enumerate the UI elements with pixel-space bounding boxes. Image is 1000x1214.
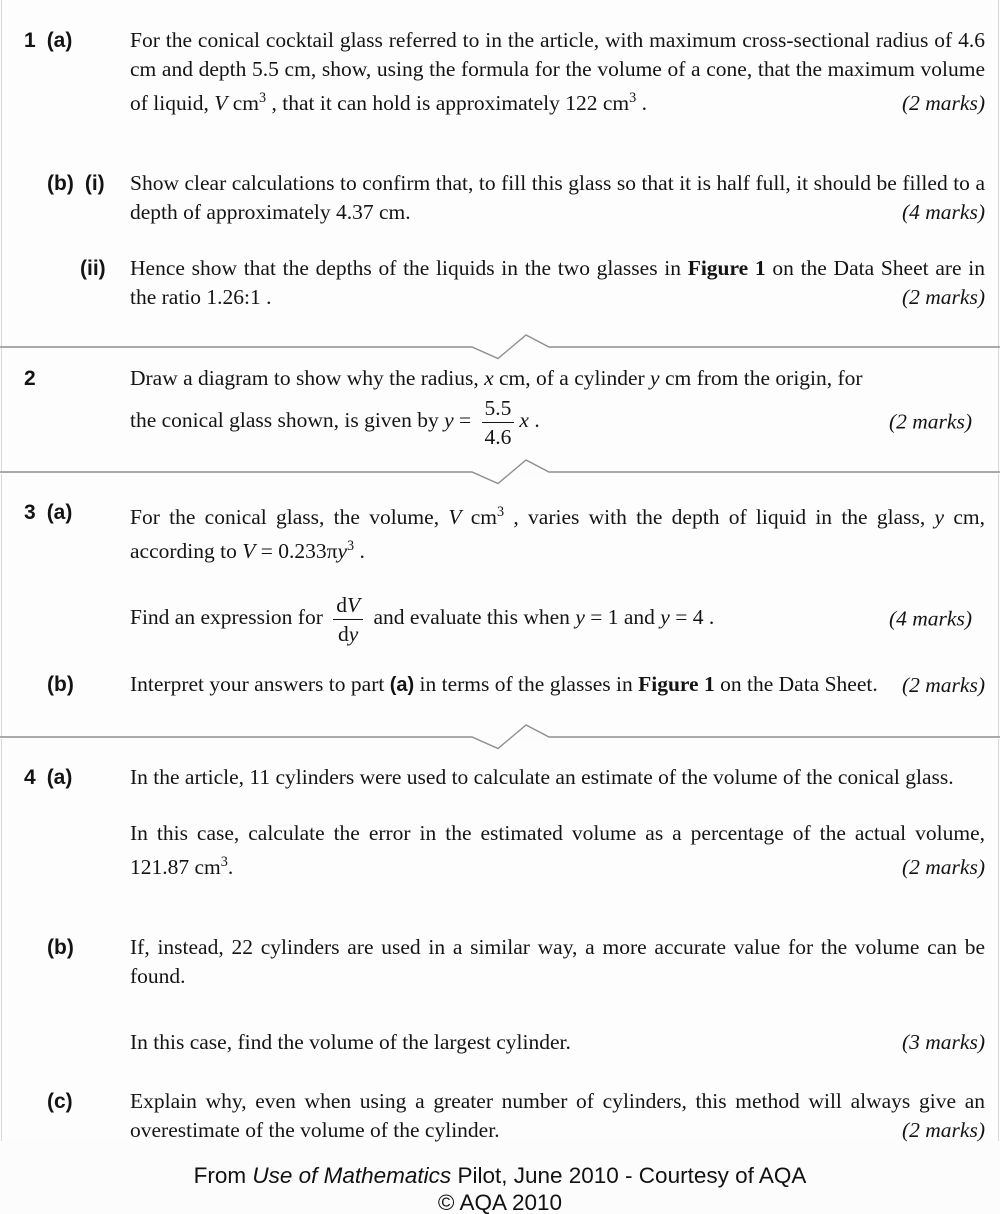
q2-run3: cm from the origin, for xyxy=(659,366,863,390)
attribution-footer xyxy=(0,1162,1000,1214)
question-3b xyxy=(2,670,998,700)
question-2-equation-line xyxy=(130,395,985,449)
q3a-var-V2: V xyxy=(242,539,256,564)
q4b-part: (b) xyxy=(47,936,74,959)
question-3-section xyxy=(1,474,999,736)
q2-var-y: y xyxy=(650,366,660,390)
q2-frac-numerator: 5.5 xyxy=(482,395,515,423)
q1bi-part-i: (i) xyxy=(84,172,105,195)
q3a-sup1: 3 xyxy=(497,504,505,520)
q3a-run5: = 0.233π xyxy=(255,539,338,564)
q3b-run3: on the Data Sheet. xyxy=(714,672,878,696)
q3a-dV: V xyxy=(347,593,361,618)
question-number-1bii xyxy=(80,254,106,283)
question-3b-text xyxy=(130,670,985,700)
q3a-run3: , varies with the depth of liquid in the glass, xyxy=(504,505,935,530)
q3a-d1: d xyxy=(336,593,347,618)
question-4b xyxy=(2,933,998,1057)
question-1bi-text xyxy=(130,169,985,227)
marks-label-4c: (2 marks) xyxy=(902,1118,985,1142)
footer-copyright: © AQA 2010 xyxy=(437,1190,563,1214)
q4a-run1: In the article, 11 cylinders were used to calculate an estimate of the volume of the conical glass. xyxy=(130,765,954,789)
q1a-run2: cm xyxy=(227,91,260,116)
marks-label-1bi: (4 marks) xyxy=(902,200,985,224)
q1bii-part: (ii) xyxy=(80,257,106,280)
question-2-line1 xyxy=(130,364,985,393)
q3b-part: (b) xyxy=(47,673,74,696)
q3a-var-V1: V xyxy=(448,505,462,530)
q1a-part: (a) xyxy=(46,29,73,52)
q3a-var-y2: y xyxy=(337,539,348,564)
q2-eq-y: y xyxy=(444,408,454,433)
q1a-num: 1 xyxy=(24,29,36,52)
q4b-run1: If, instead, 22 cylinders are used in a similar way, a more accurate value for the volume can be found. xyxy=(130,935,985,988)
question-number-2 xyxy=(24,364,36,393)
q1a-run1: For the conical cocktail glass referred to in the article, with maximum cross-sectional radius of 4.6 cm and depth 5.5 cm, show, using the formula for the volume of a cone, that the maximum volume of liquid, xyxy=(130,28,985,116)
q3a-var-y1: y xyxy=(934,505,945,530)
question-1bi xyxy=(2,169,998,227)
q2-eq-equals: = xyxy=(453,408,477,433)
q4c-part: (c) xyxy=(47,1090,73,1113)
question-number-1a xyxy=(24,26,72,55)
q3a-run2: cm xyxy=(461,505,498,530)
question-number-1bi xyxy=(47,169,105,198)
q1bii-run1: Hence show that the depths of the liquids in the two glasses in xyxy=(130,256,688,280)
question-1a xyxy=(2,26,998,118)
q1a-sup2: 3 xyxy=(629,90,637,106)
q1bii-figure-ref: Figure 1 xyxy=(687,256,766,280)
q4a-run2: In this case, calculate the error in the estimated volume as a percentage of the actual volume, 121.87 cm xyxy=(130,821,985,880)
question-4c-text xyxy=(130,1087,985,1145)
q4a-num: 4 xyxy=(24,766,36,789)
q3a-part: (a) xyxy=(46,501,73,524)
q3a-dy: y xyxy=(348,622,359,647)
q2-run1: Draw a diagram to show why the radius, xyxy=(130,366,485,390)
marks-label-2: (2 marks) xyxy=(889,409,972,434)
q3a-d2: d xyxy=(338,622,349,647)
question-3a-derivative-line xyxy=(130,592,985,646)
q1bi-part-b: (b) xyxy=(47,172,74,195)
marks-label-4b: (3 marks) xyxy=(902,1030,985,1054)
footer-run1: From xyxy=(193,1163,253,1188)
fraction-5.5-over-4.6 xyxy=(482,395,515,449)
question-3a xyxy=(2,498,998,646)
q4a-paragraph2 xyxy=(130,819,985,882)
question-3a-text xyxy=(130,498,985,566)
question-number-3b xyxy=(47,670,74,699)
q2-run5: . xyxy=(528,408,540,433)
q4c-run1: Explain why, even when using a greater number of cylinders, this method will always give an overestimate of the volume of the cylinder. xyxy=(130,1089,985,1142)
tear-separator-3 xyxy=(0,723,1000,753)
question-4a-text xyxy=(130,763,985,882)
footer-copyright-line xyxy=(0,1189,1000,1214)
q2-run4: the conical glass shown, is given by xyxy=(130,408,445,433)
q4a-part: (a) xyxy=(46,766,73,789)
tear-separator-2 xyxy=(0,458,1000,488)
q3a-var-yb: y xyxy=(660,605,670,630)
marks-label-1a: (2 marks) xyxy=(902,91,985,116)
footer-source-line xyxy=(0,1162,1000,1189)
question-1bii-text xyxy=(130,254,985,312)
q3a-run7: Find an expression for xyxy=(130,605,329,630)
q3a-num: 3 xyxy=(24,501,36,524)
q4a-run3: . xyxy=(227,855,234,880)
q1a-sup1: 3 xyxy=(259,90,267,106)
question-4c xyxy=(2,1087,998,1145)
fraction-dV-over-dy xyxy=(333,592,363,646)
q1a-var-V: V xyxy=(214,91,228,116)
q4a-sup1: 3 xyxy=(220,854,228,870)
q1bii-run2: on the Data Sheet are in the ratio 1.26:1 . xyxy=(130,256,985,309)
q1bi-run1: Show clear calculations to confirm that, to fill this glass so that it is half full, it should be filled to a depth of approximately 4.37 cm. xyxy=(130,171,985,224)
marks-label-3a: (4 marks) xyxy=(889,606,972,631)
question-number-4a xyxy=(24,763,72,792)
question-number-3a xyxy=(24,498,72,527)
q2-run2: cm, of a cylinder xyxy=(493,366,651,390)
q3a-frac-numerator xyxy=(333,592,363,620)
q3a-var-ya: y xyxy=(575,605,585,630)
question-4-section xyxy=(1,739,999,1141)
q3a-run9: = 1 and xyxy=(584,605,661,630)
q4a-paragraph1 xyxy=(130,763,985,792)
q2-num: 2 xyxy=(24,367,36,390)
q3a-frac-denominator xyxy=(333,620,363,646)
question-1-section xyxy=(1,0,999,346)
q2-eq-x: x xyxy=(519,408,529,433)
q3a-run1: For the conical glass, the volume, xyxy=(130,505,449,530)
marks-label-4a: (2 marks) xyxy=(902,855,985,880)
q3b-run2: in terms of the glasses in xyxy=(414,672,639,696)
question-1a-text xyxy=(130,26,985,118)
q1a-run3: , that it can hold is approximately 122 cm xyxy=(266,91,630,116)
q3b-part-a-ref: (a) xyxy=(389,674,415,696)
question-2-section xyxy=(1,348,999,471)
q4b-run2: In this case, find the volume of the largest cylinder. xyxy=(130,1030,571,1054)
footer-run2: Pilot, June 2010 - Courtesy of AQA xyxy=(451,1163,807,1188)
q3b-run1: Interpret your answers to part xyxy=(130,672,390,696)
question-4a xyxy=(2,763,998,882)
q4b-paragraph1 xyxy=(130,933,985,991)
question-number-4c xyxy=(47,1087,73,1116)
q3a-run8: and evaluate this when xyxy=(368,605,576,630)
question-4b-text xyxy=(130,933,985,1057)
q2-frac-denominator: 4.6 xyxy=(484,425,512,450)
q3a-run4: cm, according to xyxy=(130,505,985,564)
question-2 xyxy=(2,364,998,449)
q3a-sup2: 3 xyxy=(347,538,355,555)
question-number-4b xyxy=(47,933,74,962)
footer-source-title: Use of Mathematics xyxy=(252,1163,452,1188)
q3a-run6: . xyxy=(354,539,365,564)
marks-label-1bii: (2 marks) xyxy=(902,285,985,309)
q2-var-x: x xyxy=(484,366,494,390)
question-1bii xyxy=(2,254,998,312)
q1a-run4: . xyxy=(636,91,647,116)
q4b-paragraph2 xyxy=(130,1028,985,1057)
q3a-run10: = 4 . xyxy=(669,605,715,630)
q3b-figure-ref: Figure 1 xyxy=(638,672,715,696)
marks-label-3b: (2 marks) xyxy=(902,673,985,697)
tear-separator-1 xyxy=(0,333,1000,363)
